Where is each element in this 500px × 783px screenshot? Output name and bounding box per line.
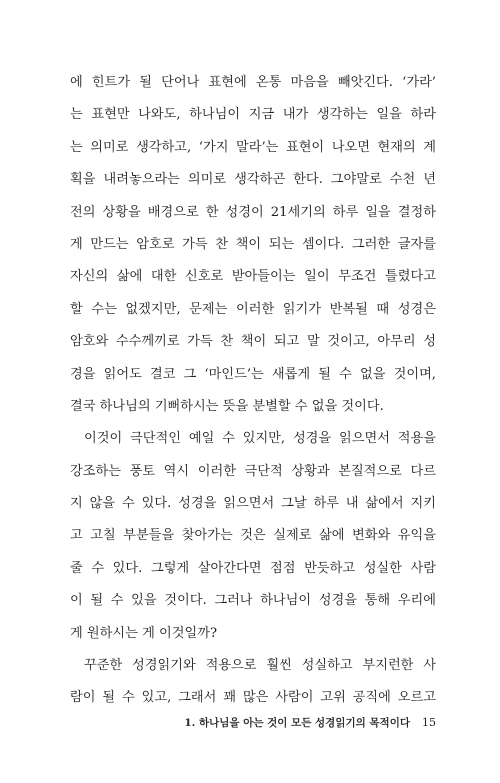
text-line: 경을 읽어도 결코 그 ‘마인드’는 새롭게 될 수 없을 것이며, [70, 366, 436, 382]
text-line: 전의 상황을 배경으로 한 성경이 21세기의 하루 일을 결정하 [70, 204, 436, 220]
text-line: 고 고칠 부분들을 찾아가는 것은 실제로 삶에 변화와 유익을 [70, 528, 436, 544]
text-line: 에 힌트가 될 단어나 표현에 온통 마음을 빼앗긴다. ‘가라’ [70, 75, 436, 90]
text-line: 는 의미로 생각하고, ‘가지 말라’는 표현이 나오면 현재의 계 [70, 139, 436, 155]
text-line: 람이 될 수 있고, 그래서 꽤 많은 사람이 고위 공직에 오르고 [70, 690, 436, 706]
text-line: 자신의 삶에 대한 신호로 받아들이는 일이 무조건 틀렸다고 [70, 269, 436, 285]
text-line: 이 될 수 있을 것이다. 그러나 하나님이 성경을 통해 우리에 [70, 593, 436, 609]
text-line: 게 원하시는 게 이것일까? [70, 625, 218, 641]
text-line: 이것이 극단적인 예일 수 있지만, 성경을 읽으면서 적용을 [84, 431, 436, 447]
text-line: 게 만드는 암호로 가득 찬 책이 되는 셈이다. 그러한 글자를 [70, 236, 436, 252]
text-line: 지 않을 수 있다. 성경을 읽으면서 그날 하루 내 삶에서 지키 [70, 496, 436, 512]
text-line: 획을 내려놓으라는 의미로 생각하곤 한다. 그야말로 수천 년 [70, 172, 436, 188]
page-number: 15 [422, 715, 436, 729]
text-line: 는 표현만 나와도, 하나님이 지금 내가 생각하는 일을 하라 [70, 107, 436, 123]
page-footer [70, 712, 436, 732]
text-line: 강조하는 풍토 역시 이러한 극단적 상황과 본질적으로 다르 [70, 463, 436, 479]
text-line: 꾸준한 성경읽기와 적용으로 훨씬 성실하고 부지런한 사 [84, 658, 436, 674]
text-line: 암호와 수수께끼로 가득 찬 책이 되고 말 것이고, 아무리 성 [70, 334, 436, 350]
text-line: 결국 하나님의 기뻐하시는 뜻을 분별할 수 없을 것이다. [70, 398, 384, 414]
text-line: 줄 수 있다. 그렇게 살아간다면 점점 반듯하고 성실한 사람 [70, 560, 436, 576]
body-text [70, 67, 436, 715]
running-title: 1. 하나님을 아는 것이 모든 성경읽기의 목적이다 [184, 716, 410, 729]
text-line: 할 수는 없겠지만, 문제는 이러한 읽기가 반복될 때 성경은 [70, 301, 436, 317]
